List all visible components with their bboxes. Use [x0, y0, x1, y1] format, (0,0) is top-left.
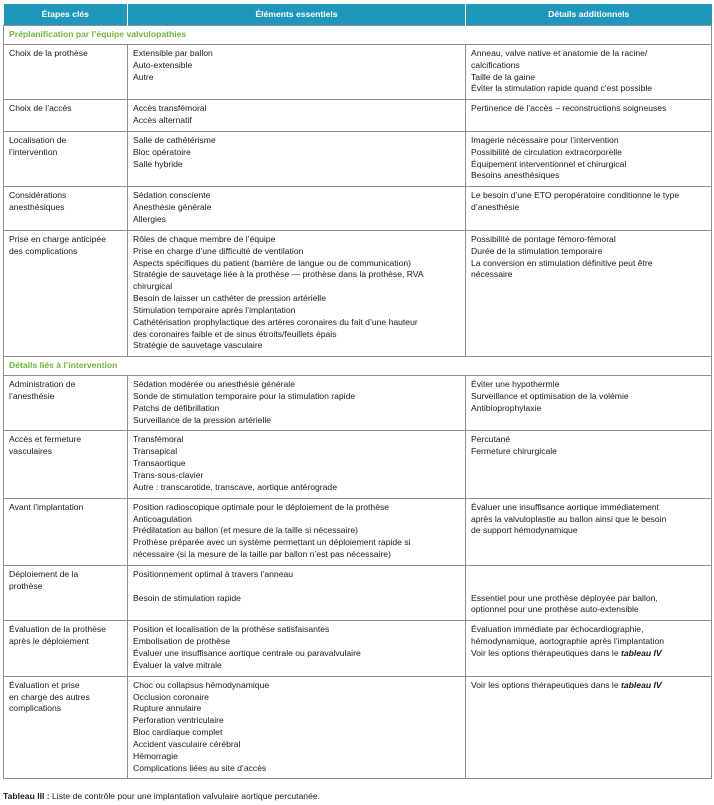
table-row — [4, 565, 712, 620]
essentials-cell-line: Perforation ventriculaire — [133, 715, 224, 726]
essentials-cell-line: Salle de cathétérisme — [133, 134, 216, 145]
essentials-cell-line: Évaluer une insuffisance aortique centrale ou paravalvulaire — [133, 647, 361, 658]
essentials-cell-line: Autre — [133, 71, 154, 82]
details-cell — [466, 376, 712, 431]
details-cell — [466, 621, 712, 676]
essentials-cell — [128, 187, 466, 231]
details-cell-line: Imagerie nécessaire pour l’intervention — [471, 134, 619, 145]
details-cell-line: Le besoin d’une ETO peropératoire conditionne le type — [471, 190, 680, 201]
step-cell-line: prothèse — [9, 580, 43, 591]
table-caption — [3, 791, 320, 801]
details-cell-line: Essentiel pour une prothèse déployée par ballon, — [471, 592, 658, 603]
step-cell — [4, 187, 128, 231]
essentials-cell — [128, 376, 466, 431]
step-cell-line: en charge des autres — [9, 691, 90, 702]
reference-prefix: Voir les options thérapeutiques dans le — [471, 679, 622, 690]
details-cell-line — [471, 581, 706, 593]
reference-prefix: Voir les options thérapeutiques dans le — [471, 647, 622, 658]
table-body — [4, 26, 712, 779]
essentials-cell-line: Embolisation de prothèse — [133, 636, 230, 647]
essentials-cell-line: Trans-sous-clavier — [133, 470, 204, 480]
step-cell-line: complications — [9, 703, 62, 714]
details-cell-line: La conversion en stimulation définitive peut être — [471, 257, 653, 268]
essentials-cell-line: chirurgical — [133, 281, 173, 292]
details-cell-line: Durée de la stimulation temporaire — [471, 245, 603, 256]
essentials-cell — [128, 431, 466, 498]
details-cell-line: de support hémodynamique — [471, 525, 578, 536]
caption-text: Liste de contrôle pour une implantation valvulaire aortique percutanée. — [49, 791, 321, 801]
table-row — [4, 431, 712, 498]
essentials-cell-line: Aspects spécifiques du patient (barrière de langue ou de communication) — [133, 257, 412, 268]
essentials-cell — [128, 44, 466, 99]
step-cell — [4, 676, 128, 779]
details-cell-line: d’anesthésie — [471, 202, 520, 213]
essentials-cell — [128, 131, 466, 186]
essentials-cell-line: Sédation consciente — [133, 190, 211, 201]
step-cell — [4, 498, 128, 565]
essentials-cell-line: Position radioscopique optimale pour le déploiement de la prothèse — [133, 501, 390, 512]
header-details: Détails additionnels — [466, 4, 712, 26]
essentials-cell-line: Anticoagulation — [133, 513, 192, 524]
details-cell-line: Pertinence de l’accès – reconstructions soigneuses — [471, 103, 667, 114]
step-cell-line: l’intervention — [9, 146, 58, 157]
essentials-cell-line: Position et localisation de la prothèse satisfaisantes — [133, 624, 330, 635]
header-essentials: Éléments essentiels — [128, 4, 466, 26]
details-cell-line: nécessaire — [471, 269, 513, 280]
essentials-cell-line: Besoin de stimulation rapide — [133, 592, 241, 603]
essentials-cell — [128, 676, 466, 779]
essentials-cell-line: Occlusion coronaire — [133, 691, 209, 702]
step-cell-line: Accès et fermeture — [9, 434, 82, 445]
step-cell — [4, 131, 128, 186]
details-cell-line: Besoins anesthésiques — [471, 170, 560, 181]
essentials-cell-line: Patchs de défibrillation — [133, 402, 220, 413]
essentials-cell — [128, 498, 466, 565]
details-cell-line: calcifications — [471, 59, 520, 70]
details-cell — [466, 565, 712, 620]
essentials-cell-line — [133, 581, 460, 593]
details-cell — [466, 44, 712, 99]
step-cell-line: Administration de — [9, 379, 76, 390]
essentials-cell-line: Sonde de stimulation temporaire pour la stimulation rapide — [133, 390, 356, 401]
step-cell — [4, 44, 128, 99]
essentials-cell-line: des coronaires faible et de sinus étroits/feuillets épais — [133, 328, 337, 339]
essentials-cell-line: Salle hybride — [133, 158, 183, 169]
step-cell-line: Avant l’implantation — [9, 501, 84, 512]
essentials-cell-line: Stratégie de sauvetage vasculaire — [133, 340, 263, 351]
essentials-cell-line: Accident vasculaire cérébral — [133, 738, 241, 749]
essentials-cell-line: Hémorragie — [133, 750, 178, 761]
essentials-cell-line: Choc ou collapsus hémodynamique — [133, 679, 270, 690]
details-cell-line: Éviter la stimulation rapide quand c’est possible — [471, 83, 653, 94]
step-cell — [4, 431, 128, 498]
table-row — [4, 187, 712, 231]
details-cell — [466, 676, 712, 779]
caption-label: Tableau III : — [3, 791, 50, 801]
step-cell-line: Choix de l’accès — [9, 103, 72, 114]
details-cell — [466, 187, 712, 231]
essentials-cell-line: Stratégie de sauvetage liée à la prothèse — prothèse dans la prothèse, RVA — [133, 269, 424, 280]
essentials-cell — [128, 565, 466, 620]
details-cell-line: Possibilité de circulation extracorporelle — [471, 146, 622, 157]
details-cell — [466, 431, 712, 498]
table-row — [4, 676, 712, 779]
essentials-cell-line: Rupture annulaire — [133, 703, 202, 714]
details-reference-line — [471, 680, 706, 692]
section-title: Préplanification par l’équipe valvulopathies — [4, 26, 712, 45]
essentials-cell-line: Prise en charge d’une difficulté de ventilation — [133, 245, 304, 256]
step-cell — [4, 100, 128, 132]
essentials-cell-line: Bloc opératoire — [133, 146, 191, 157]
essentials-cell-line: Accès transfémoral — [133, 103, 207, 114]
step-cell-line: Considérations — [9, 190, 67, 201]
details-cell-line: Surveillance et optimisation de la volémie — [471, 390, 629, 401]
essentials-cell-line: Prothèse préparée avec un système permettant un déploiement rapide si — [133, 537, 411, 548]
essentials-cell — [128, 100, 466, 132]
essentials-cell-line: Sédation modérée ou anesthésie générale — [133, 379, 295, 390]
details-cell-line: après la valvuloplastie au ballon ainsi que le besoin — [471, 513, 667, 524]
step-cell — [4, 376, 128, 431]
section-row — [4, 357, 712, 376]
table-row — [4, 131, 712, 186]
details-reference-line — [471, 648, 706, 660]
details-cell — [466, 498, 712, 565]
table-reference: tableau IV — [621, 647, 662, 658]
table-row — [4, 621, 712, 676]
essentials-cell — [128, 621, 466, 676]
details-cell — [466, 100, 712, 132]
table-row — [4, 230, 712, 356]
step-cell-line: Évaluation de la prothèse — [9, 624, 106, 635]
table-row — [4, 498, 712, 565]
essentials-cell-line: Prédilatation au ballon (et mesure de la taille si nécessaire) — [133, 525, 358, 536]
step-cell-line: l’anesthésie — [9, 390, 55, 401]
step-cell-line: après le déploiement — [9, 636, 89, 647]
details-cell-line: Antibioprophylaxie — [471, 402, 542, 413]
step-cell-line: anesthésiques — [9, 202, 65, 213]
details-cell-line: Fermeture chirurgicale — [471, 446, 557, 457]
essentials-cell-line: Évaluer la valve mitrale — [133, 659, 222, 670]
essentials-cell-line: Besoin de laisser un cathéter de pression artérielle — [133, 293, 326, 304]
details-cell — [466, 131, 712, 186]
essentials-cell-line: Anesthésie générale — [133, 202, 212, 213]
details-cell-line: Évaluer une insuffisance aortique immédiatement — [471, 501, 660, 512]
essentials-cell-line: Complications liées au site d’accès — [133, 762, 267, 773]
details-cell-line: Percutané — [471, 434, 511, 445]
step-cell — [4, 621, 128, 676]
essentials-cell-line: Cathétérisation prophylactique des artères coronaires du fait d’une hauteur — [133, 316, 418, 327]
details-cell — [466, 230, 712, 356]
details-cell-line: Évaluation immédiate par échocardiographie, — [471, 624, 644, 635]
step-cell — [4, 230, 128, 356]
details-cell-line: Possibilité de pontage fémoro-fémoral — [471, 233, 616, 244]
details-cell-line — [471, 569, 706, 581]
section-title: Détails liés à l’intervention — [4, 357, 712, 376]
step-cell-line: Choix de la prothèse — [9, 47, 88, 58]
essentials-cell — [128, 230, 466, 356]
step-cell-line: Déploiement de la — [9, 568, 79, 579]
details-cell-line: Taille de la gaine — [471, 71, 536, 82]
details-cell-line: Anneau, valve native et anatomie de la racine/ — [471, 47, 648, 58]
table-row — [4, 100, 712, 132]
step-cell-line: vasculaires — [9, 446, 52, 457]
essentials-cell-line: Autre : transcarotide, transcave, aortique antérograde — [133, 481, 337, 492]
checklist-table — [3, 4, 712, 779]
step-cell — [4, 565, 128, 620]
step-cell-line: Évaluation et prise — [9, 679, 80, 690]
essentials-cell-line: Surveillance de la pression artérielle — [133, 414, 272, 425]
essentials-cell-line: Auto-extensible — [133, 59, 193, 70]
table-reference: tableau IV — [621, 679, 662, 690]
step-cell-line: Prise en charge anticipée — [9, 233, 106, 244]
table-header-row — [4, 4, 712, 26]
essentials-cell-line: Transaortique — [133, 458, 186, 469]
essentials-cell-line: Accès alternatif — [133, 115, 192, 126]
table-row — [4, 376, 712, 431]
essentials-cell-line: Transapical — [133, 446, 178, 457]
essentials-cell-line: Stimulation temporaire après l’implantation — [133, 304, 296, 315]
section-row — [4, 26, 712, 45]
essentials-cell-line: nécessaire (si la mesure de la taille par ballon n’est pas nécessaire) — [133, 549, 391, 560]
details-cell-line: Équipement interventionnel et chirurgical — [471, 158, 627, 169]
essentials-cell-line: Rôles de chaque membre de l’équipe — [133, 233, 276, 244]
table-row — [4, 44, 712, 99]
essentials-cell-line: Transfémoral — [133, 434, 184, 445]
step-cell-line: Localisation de — [9, 134, 67, 145]
essentials-cell-line: Extensible par ballon — [133, 47, 213, 58]
details-cell-line: optionnel pour une prothèse auto-extensible — [471, 604, 639, 615]
details-cell-line: Éviter une hypothermie — [471, 379, 560, 390]
details-cell-line: hémodynamique, aortographie après l’implantation — [471, 636, 664, 647]
essentials-cell-line: Positionnement optimal à travers l’anneau — [133, 568, 294, 579]
step-cell-line: des complications — [9, 245, 78, 256]
essentials-cell-line: Allergies — [133, 213, 166, 224]
header-steps: Étapes clés — [4, 4, 128, 26]
essentials-cell-line: Bloc cardiaque complet — [133, 727, 223, 738]
